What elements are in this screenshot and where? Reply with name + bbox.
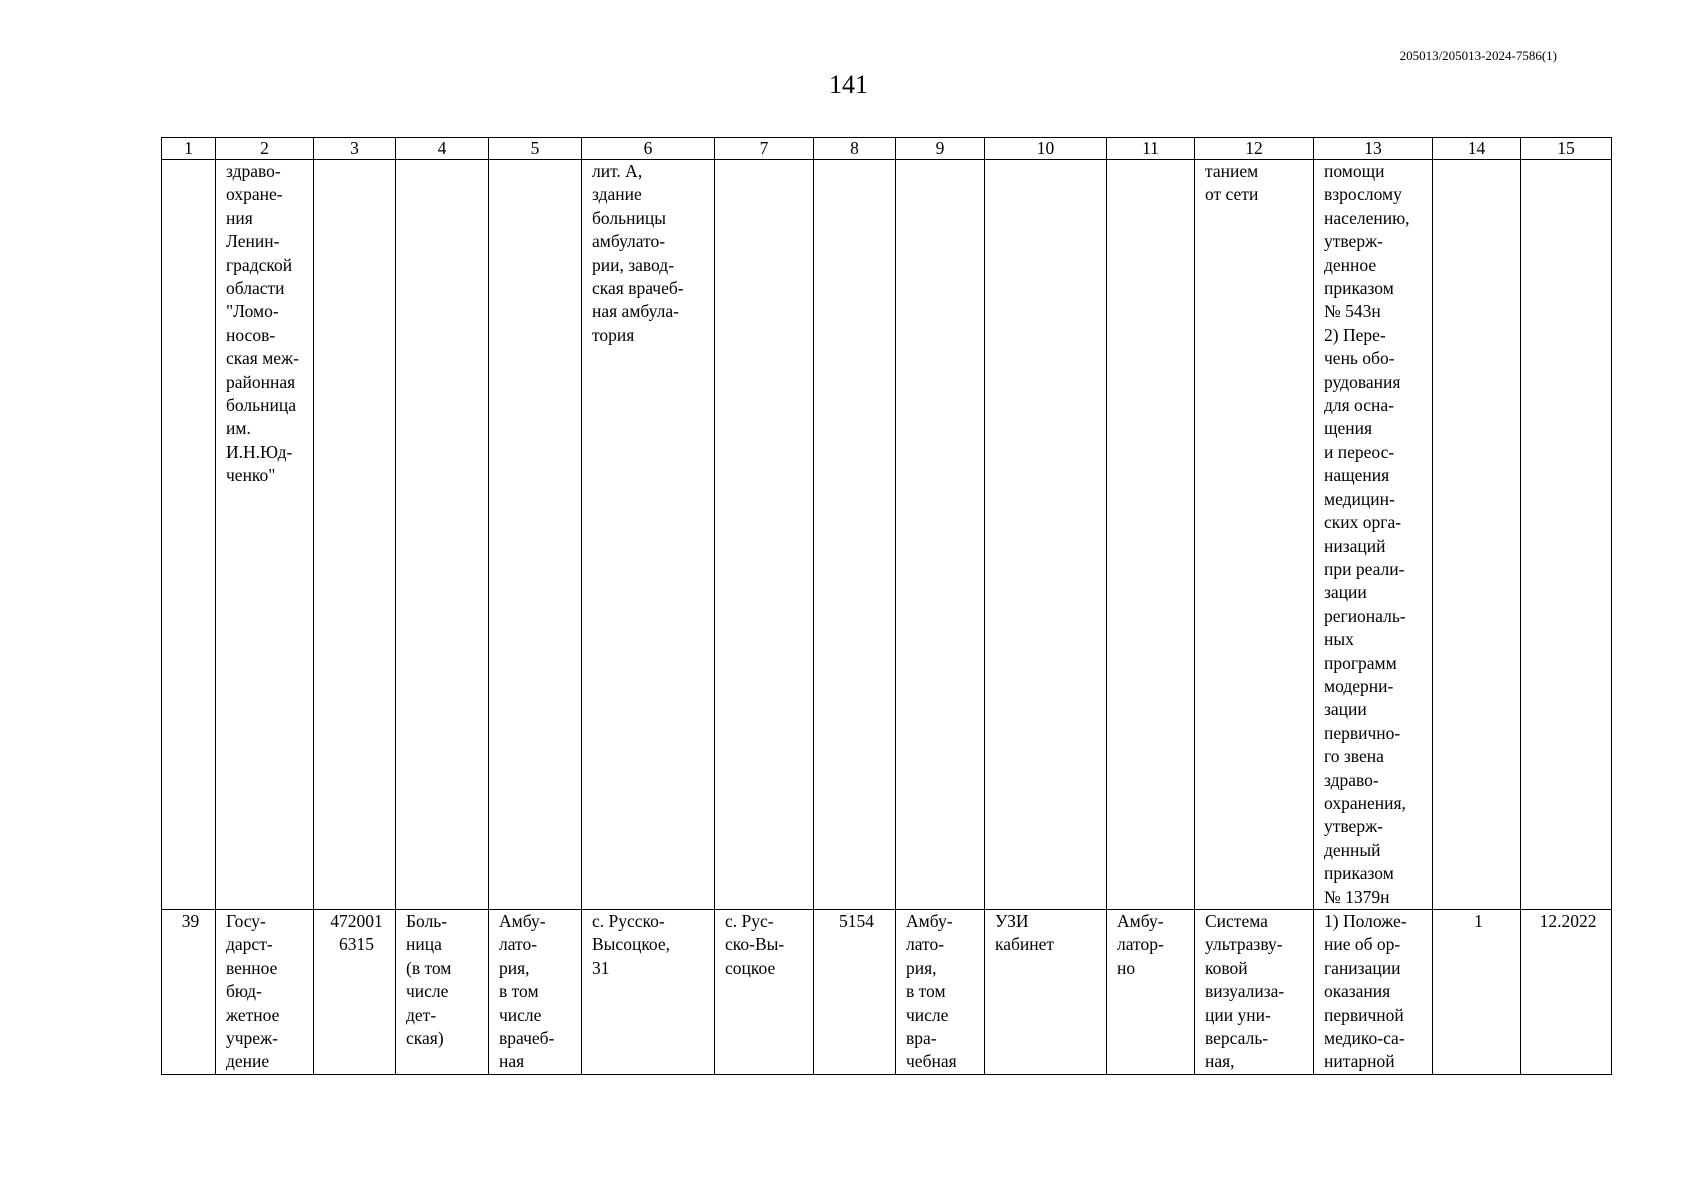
cell-text-line: оказания: [1324, 981, 1391, 1002]
cell-text-line: охране-: [226, 184, 283, 205]
cell-text-line: рия,: [499, 957, 530, 978]
cell-text-line: охранения,: [1324, 792, 1406, 813]
table-cell: [162, 160, 216, 910]
cell-text-line: ско-Вы-: [725, 934, 785, 955]
table-cell: [715, 160, 814, 910]
cell-text-line: Амбу-: [499, 911, 546, 931]
cell-text-line: 1) Положе-: [1324, 911, 1407, 931]
cell-text-line: врачеб-: [499, 1028, 555, 1049]
column-header: 12: [1195, 138, 1314, 160]
cell-text-line: ная амбула-: [592, 301, 679, 322]
cell-text-line: УЗИ: [995, 911, 1029, 931]
cell-text-line: ние об ор-: [1324, 934, 1401, 955]
cell-text-line: танием: [1205, 161, 1259, 181]
cell-text-line: здраво-: [226, 161, 281, 181]
cell-text-line: нащения: [1324, 465, 1390, 486]
cell-text-line: ультразву-: [1205, 934, 1283, 955]
column-header: 14: [1433, 138, 1521, 160]
cell-text-line: региональ-: [1324, 605, 1406, 626]
data-table: [161, 137, 1612, 1075]
cell-text-line: с. Рус-: [725, 911, 774, 931]
cell-text-line: утверж-: [1324, 231, 1383, 252]
cell-text-line: жетное: [226, 1004, 280, 1025]
cell-text-line: взрослому: [1324, 184, 1402, 205]
cell-text-line: с. Русско-: [592, 911, 665, 931]
cell-text-line: 1: [1474, 911, 1483, 931]
table-cell: [1314, 910, 1433, 1075]
cell-text-line: зации: [1324, 582, 1367, 603]
cell-text-line: больница: [226, 395, 296, 416]
table-cell: [396, 910, 489, 1075]
table-cell: [314, 910, 396, 1075]
cell-text-line: Госу-: [226, 911, 266, 931]
table-cell: [216, 910, 314, 1075]
cell-text-line: тория: [592, 324, 635, 345]
cell-text-line: ских орга-: [1324, 512, 1402, 533]
cell-text-line: от сети: [1205, 184, 1259, 205]
table-row-39: [162, 910, 1612, 1075]
cell-text-line: модерни-: [1324, 675, 1394, 696]
cell-text-line: первичной: [1324, 1004, 1404, 1025]
table-cell: [1107, 160, 1195, 910]
table-cell: [814, 910, 896, 1075]
table-cell: [896, 910, 985, 1075]
cell-text-line: 2) Пере-: [1324, 324, 1386, 345]
column-header: 10: [985, 138, 1107, 160]
column-header: 4: [396, 138, 489, 160]
cell-text-line: нитарной: [1324, 1051, 1395, 1072]
cell-text-line: числе: [499, 1004, 542, 1025]
cell-text-line: лит. А,: [592, 161, 643, 181]
cell-text-line: дарст-: [226, 934, 273, 955]
table-row-continuation: [162, 160, 1612, 910]
cell-text-line: первично-: [1324, 722, 1401, 743]
cell-text-line: Высоцкое,: [592, 934, 671, 955]
column-header: 5: [489, 138, 582, 160]
cell-text-line: 31: [592, 957, 610, 978]
table-cell: [489, 160, 582, 910]
cell-text-line: ская): [406, 1028, 444, 1049]
cell-text-line: населению,: [1324, 207, 1410, 228]
cell-text-line: низаций: [1324, 535, 1386, 556]
table-cell: [216, 160, 314, 910]
cell-text-line: носов-: [226, 324, 276, 345]
table-cell: [1433, 910, 1521, 1075]
cell-text-line: Амбу-: [1117, 911, 1164, 931]
cell-text-line: Боль-: [406, 911, 448, 931]
cell-text-line: в том: [499, 981, 539, 1002]
table-cell: [396, 160, 489, 910]
page-number: 141: [829, 70, 868, 99]
table-cell: [715, 910, 814, 1075]
cell-text-line: венное: [226, 957, 278, 978]
table-cell: [162, 910, 216, 1075]
cell-text-line: в том: [906, 981, 946, 1002]
table-cell: [985, 910, 1107, 1075]
table-cell: [814, 160, 896, 910]
cell-text-line: ганизации: [1324, 957, 1401, 978]
cell-text-line: дение: [226, 1051, 270, 1072]
cell-text-line: ская меж-: [226, 348, 299, 369]
cell-text-line: лато-: [906, 934, 945, 955]
cell-text-line: области: [226, 278, 285, 299]
cell-text-line: чебная: [906, 1051, 957, 1072]
cell-text-line: программ: [1324, 652, 1397, 673]
cell-text-line: районная: [226, 371, 296, 392]
column-header: 2: [216, 138, 314, 160]
cell-text-line: для осна-: [1324, 395, 1394, 416]
cell-text-line: визуализа-: [1205, 981, 1285, 1002]
cell-text-line: ния: [226, 207, 253, 228]
cell-text-line: 6315: [339, 934, 374, 955]
cell-text-line: латор-: [1117, 934, 1164, 955]
table-cell: [582, 910, 715, 1075]
cell-text-line: рии, завод-: [592, 254, 675, 275]
column-header: 8: [814, 138, 896, 160]
cell-text-line: рия,: [906, 957, 937, 978]
cell-text-line: Система: [1205, 911, 1268, 931]
cell-text-line: вра-: [906, 1028, 937, 1049]
cell-text-line: лато-: [499, 934, 538, 955]
cell-text-line: ных: [1324, 629, 1354, 650]
cell-text-line: ная,: [1205, 1051, 1235, 1072]
column-header: 9: [896, 138, 985, 160]
cell-text-line: учреж-: [226, 1028, 278, 1049]
column-header: 13: [1314, 138, 1433, 160]
cell-text-line: (в том: [406, 957, 452, 978]
cell-text-line: больницы: [592, 207, 666, 228]
table-cell: [314, 160, 396, 910]
table-cell: [1107, 910, 1195, 1075]
cell-text-line: № 543н: [1324, 301, 1381, 322]
table-cell: [896, 160, 985, 910]
cell-text-line: при реали-: [1324, 558, 1405, 579]
cell-text-line: ченко": [226, 465, 276, 486]
cell-text-line: "Ломо-: [226, 301, 279, 322]
cell-text-line: им.: [226, 418, 251, 439]
column-header: 11: [1107, 138, 1195, 160]
table-cell: [985, 160, 1107, 910]
cell-text-line: амбулато-: [592, 231, 666, 252]
cell-text-line: но: [1117, 957, 1136, 978]
cell-text-line: соцкое: [725, 957, 776, 978]
table-cell: [1521, 910, 1612, 1075]
table-cell: [1195, 160, 1314, 910]
cell-text-line: медико-са-: [1324, 1028, 1405, 1049]
cell-text-line: ница: [406, 934, 442, 955]
table-cell: [1314, 160, 1433, 910]
table-cell: [1195, 910, 1314, 1075]
column-header: 3: [314, 138, 396, 160]
table-cell: [582, 160, 715, 910]
cell-text-line: приказом: [1324, 863, 1394, 884]
cell-text-line: помощи: [1324, 161, 1385, 181]
cell-text-line: и переос-: [1324, 441, 1395, 462]
cell-text-line: версаль-: [1205, 1028, 1269, 1049]
cell-text-line: Амбу-: [906, 911, 953, 931]
column-header: 1: [162, 138, 216, 160]
cell-text-line: ская врачеб-: [592, 278, 684, 299]
cell-text-line: денное: [1324, 254, 1377, 275]
cell-text-line: бюд-: [226, 981, 262, 1002]
cell-text-line: № 1379н: [1324, 886, 1390, 907]
cell-text-line: денный: [1324, 839, 1381, 860]
cell-text-line: дет-: [406, 1004, 437, 1025]
column-header: 6: [582, 138, 715, 160]
cell-text-line: ковой: [1205, 957, 1248, 978]
cell-text-line: медицин-: [1324, 488, 1395, 509]
column-header: 15: [1521, 138, 1612, 160]
cell-text-line: Ленин-: [226, 231, 280, 252]
cell-text-line: ная: [499, 1051, 525, 1072]
column-number-row: [162, 138, 1612, 160]
table-cell: [1433, 160, 1521, 910]
cell-text-line: ции уни-: [1205, 1004, 1271, 1025]
cell-text-line: чень обо-: [1324, 348, 1395, 369]
column-header: 7: [715, 138, 814, 160]
cell-text-line: И.Н.Юд-: [226, 441, 293, 462]
cell-text-line: го звена: [1324, 746, 1384, 767]
cell-text-line: 5154: [839, 911, 874, 931]
cell-text-line: здание: [592, 184, 642, 205]
cell-text-line: числе: [906, 1004, 949, 1025]
cell-text-line: 39: [181, 911, 200, 931]
cell-text-line: зации: [1324, 699, 1367, 720]
cell-text-line: приказом: [1324, 278, 1394, 299]
table-cell: [1521, 160, 1612, 910]
cell-text-line: градской: [226, 254, 293, 275]
cell-text-line: 12.2022: [1539, 911, 1597, 931]
cell-text-line: рудования: [1324, 371, 1401, 392]
cell-text-line: 472001: [330, 911, 383, 931]
cell-text-line: утверж-: [1324, 816, 1383, 837]
table-cell: [489, 910, 582, 1075]
document-id: 205013/205013-2024-7586(1): [1399, 48, 1557, 63]
cell-text-line: числе: [406, 981, 449, 1002]
cell-text-line: здраво-: [1324, 769, 1379, 790]
cell-text-line: кабинет: [995, 934, 1055, 955]
cell-text-line: щения: [1324, 418, 1373, 439]
